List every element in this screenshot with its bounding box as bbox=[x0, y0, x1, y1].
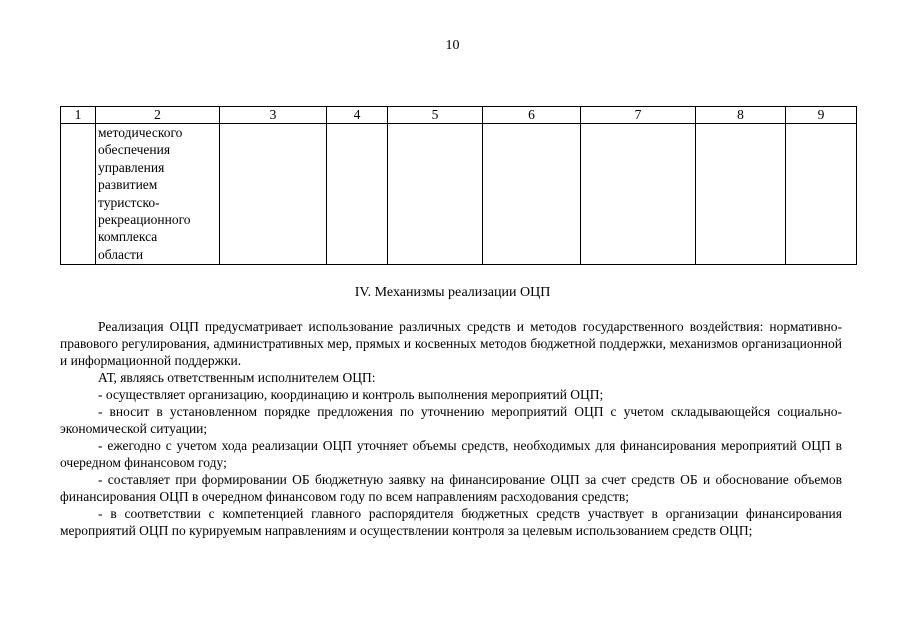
table-cell bbox=[220, 124, 327, 265]
body-text bbox=[60, 318, 842, 539]
column-header: 6 bbox=[483, 107, 581, 124]
paragraph: - ежегодно с учетом хода реализации ОЦП уточняет объемы средств, необходимых для финансирования мероприятий ОЦП в очередном финансовом году; bbox=[60, 438, 842, 470]
table-cell bbox=[327, 124, 388, 265]
cell-line: области bbox=[98, 246, 144, 262]
column-header: 4 bbox=[327, 107, 388, 124]
page-number: 10 bbox=[445, 38, 460, 53]
column-header: 9 bbox=[786, 107, 857, 124]
cell-line: туристско- bbox=[98, 194, 160, 210]
paragraph: АТ, являясь ответственным исполнителем ОЦП: bbox=[98, 370, 376, 385]
cell-line: обеспечения bbox=[98, 142, 171, 158]
cell-line: развитием bbox=[98, 177, 158, 193]
table-cell bbox=[786, 124, 857, 265]
cell-line: управления bbox=[98, 159, 165, 175]
paragraph: Реализация ОЦП предусматривает использование различных средств и методов государственного воздействия: нормативно-правового регулирования, административных мер, прямых и косвенных методов бюджетной поддержки, механизмов организационной и информационной поддержки. bbox=[60, 319, 842, 368]
column-header: 7 bbox=[581, 107, 696, 124]
column-header: 2 bbox=[96, 107, 220, 124]
table-cell bbox=[483, 124, 581, 265]
cell-line: рекреационного bbox=[98, 212, 191, 228]
paragraph: - в соответствии с компетенцией главного распорядителя бюджетных средств участвует в организации финансирования мероприятий ОЦП по курируемым направлениям и осуществлении контроля за целевым использованием средств ОЦП; bbox=[60, 506, 842, 538]
paragraph: - составляет при формировании ОБ бюджетную заявку на финансирование ОЦП за счет средств ОБ и обоснование объемов финансирования ОЦП в очередном финансовом году по всем направлениям расходования средств; bbox=[60, 472, 842, 504]
table-cell bbox=[581, 124, 696, 265]
column-header: 8 bbox=[696, 107, 786, 124]
column-header: 1 bbox=[61, 107, 96, 124]
column-header: 5 bbox=[388, 107, 483, 124]
column-header: 3 bbox=[220, 107, 327, 124]
table-row bbox=[61, 124, 857, 265]
section-title: IV. Механизмы реализации ОЦП bbox=[354, 285, 551, 300]
table-cell bbox=[696, 124, 786, 265]
table-cell bbox=[388, 124, 483, 265]
table-header-row bbox=[61, 107, 857, 124]
paragraph: - осуществляет организацию, координацию и контроль выполнения мероприятий ОЦП; bbox=[98, 387, 604, 402]
table-cell bbox=[61, 124, 96, 265]
data-table bbox=[60, 106, 857, 265]
cell-line: комплекса bbox=[98, 229, 158, 245]
table-cell-text bbox=[96, 124, 220, 265]
paragraph: - вносит в установленном порядке предложения по уточнению мероприятий ОЦП с учетом складывающейся социально-экономической ситуации; bbox=[60, 404, 842, 436]
cell-line: методического bbox=[98, 125, 183, 140]
